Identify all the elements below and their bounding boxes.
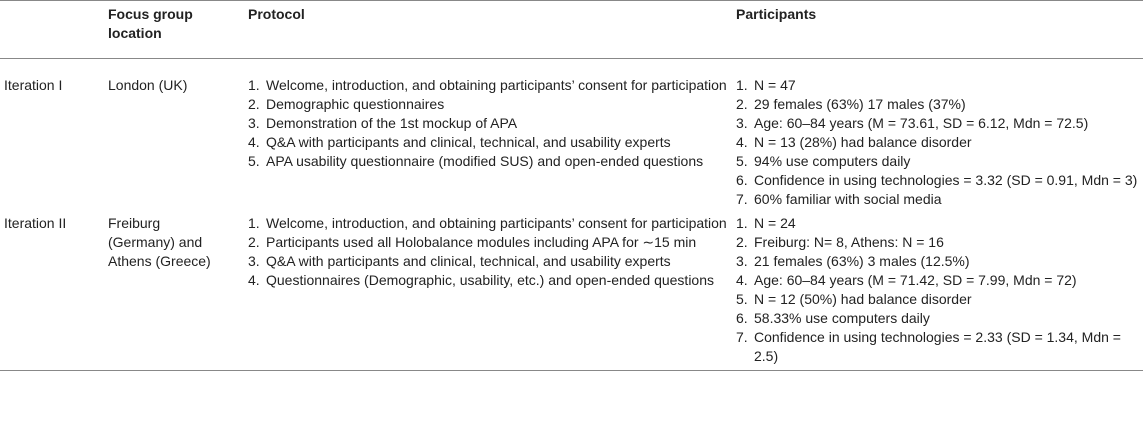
iteration-cell: Iteration I: [4, 77, 63, 93]
protocol-cell: [248, 59, 736, 213]
list-item: 3. Demonstration of the 1st mockup of APA: [248, 115, 518, 131]
list-item: 4. Q&A with participants and clinical, technical, and usability experts: [248, 134, 671, 150]
list-item: 6. Confidence in using technologies = 3.32 (SD = 0.91, Mdn = 3): [736, 172, 1138, 188]
list-item: 4. Questionnaires (Demographic, usability, etc.) and open-ended questions: [248, 272, 714, 288]
list-item: 3. Age: 60–84 years (M = 73.61, SD = 6.12, Mdn = 72.5): [736, 115, 1089, 131]
header-location: [108, 1, 248, 59]
location-line: Freiburg: [108, 215, 161, 231]
location-cell: London (UK): [108, 77, 188, 93]
participants-list: [736, 76, 1143, 209]
list-item: 3. 21 females (63%) 3 males (12.5%): [736, 253, 970, 269]
header-row: [0, 1, 1143, 59]
protocol-cell: [248, 212, 736, 371]
header-protocol: Protocol: [248, 1, 736, 59]
protocol-list: [248, 214, 736, 290]
iteration-cell: Iteration II: [0, 212, 108, 371]
location-line: Athens (Greece): [108, 253, 211, 269]
header-location-line2: location: [108, 25, 162, 41]
list-item: 1. N = 24: [736, 215, 796, 231]
participants-cell: [736, 59, 1143, 213]
list-item: 7. 60% familiar with social media: [736, 191, 942, 207]
list-item: 2. Demographic questionnaires: [248, 96, 445, 112]
header-location-line1: Focus group: [108, 6, 193, 22]
participants-cell: [736, 212, 1143, 371]
list-item: 5. APA usability questionnaire (modified SUS) and open-ended questions: [248, 153, 704, 169]
table-row: [0, 59, 1143, 213]
location-cell: [108, 212, 248, 371]
table-row: [0, 212, 1143, 371]
list-item: 1. N = 47: [736, 77, 796, 93]
participants-list: [736, 214, 1143, 366]
list-item: 5. 94% use computers daily: [736, 153, 911, 169]
list-item: 1. Welcome, introduction, and obtaining participants’ consent for participation: [248, 77, 727, 93]
list-item: 4. N = 13 (28%) had balance disorder: [736, 134, 972, 150]
protocol-list: [248, 76, 736, 171]
list-item: 6. 58.33% use computers daily: [736, 310, 930, 326]
header-iteration: [0, 1, 108, 59]
location-line: (Germany) and: [108, 234, 203, 250]
list-item: 2. Freiburg: N= 8, Athens: N = 16: [736, 234, 944, 250]
list-item: 2. 29 females (63%) 17 males (37%): [736, 96, 966, 112]
header-participants: Participants: [736, 1, 1143, 59]
list-item: 7. Confidence in using technologies = 2.33 (SD = 1.34, Mdn = 2.5): [736, 329, 1121, 364]
list-item: 5. N = 12 (50%) had balance disorder: [736, 291, 972, 307]
list-item: 3. Q&A with participants and clinical, technical, and usability experts: [248, 253, 671, 269]
list-item: 4. Age: 60–84 years (M = 71.42, SD = 7.99, Mdn = 72): [736, 272, 1077, 288]
list-item: 2. Participants used all Holobalance modules including APA for ∼15 min: [248, 234, 697, 250]
list-item: 1. Welcome, introduction, and obtaining participants’ consent for participation: [248, 215, 727, 231]
